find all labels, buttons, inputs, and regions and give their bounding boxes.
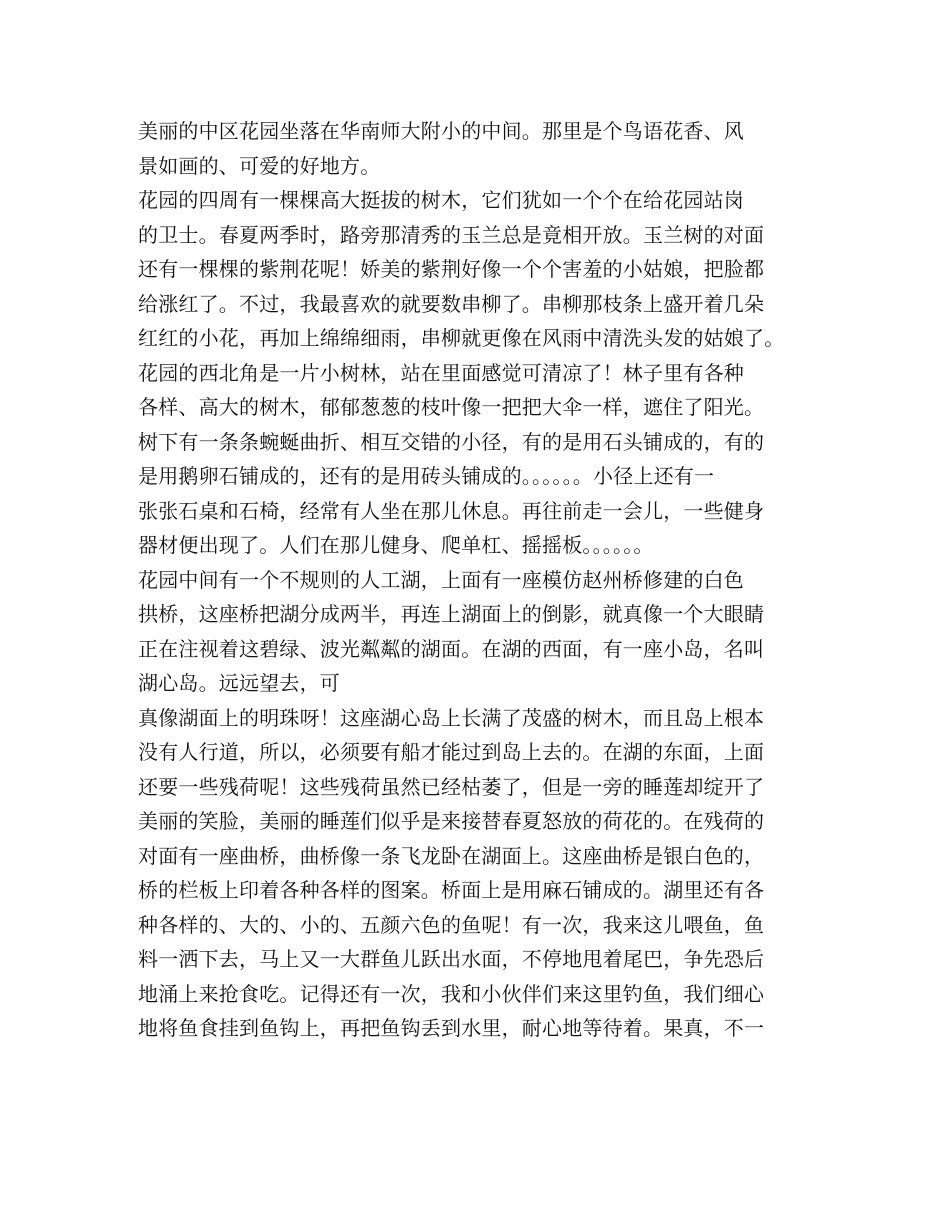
text-line: 真像湖面上的明珠呀！这座湖心岛上长满了茂盛的树木，而且岛上根本 bbox=[138, 705, 765, 730]
text-line: 地涌上来抢食吃。记得还有一次，我和小伙伴们来这里钓鱼，我们细心 bbox=[138, 981, 765, 1006]
text-line: 美丽的笑脸，美丽的睡莲们似乎是来接替春夏怒放的荷花的。在残荷的 bbox=[138, 809, 765, 833]
text-line: 是用鹅卵石铺成的，还有的是用砖头铺成的。。。。。。小径上还有一 bbox=[138, 464, 715, 488]
text-line: 花园中间有一个不规则的人工湖，上面有一座模仿赵州桥修建的白色 bbox=[138, 567, 744, 592]
text-line: 料一洒下去，马上又一大群鱼儿跃出水面，不停地甩着尾巴，争先恐后 bbox=[138, 947, 765, 971]
text-line: 景如画的、可爱的好地方。 bbox=[138, 153, 381, 178]
text-line: 种各样的、大的、小的、五颜六色的鱼呢！有一次，我来这儿喂鱼，鱼 bbox=[138, 912, 765, 937]
text-line: 各样、高大的树木，郁郁葱葱的枝叶像一把把大伞一样，遮住了阳光。 bbox=[138, 395, 765, 419]
text-line: 正在注视着这碧绿、波光粼粼的湖面。在湖的西面，有一座小岛，名叫 bbox=[138, 636, 765, 661]
text-line: 美丽的中区花园坐落在华南师大附小的中间。那里是个鸟语花香、风 bbox=[138, 119, 744, 143]
text-line: 的卫士。春夏两季时，路旁那清秀的玉兰总是竟相开放。玉兰树的对面 bbox=[138, 222, 765, 247]
text-line: 还有一棵棵的紫荆花呢！娇美的紫荆好像一个个害羞的小姑娘，把脸都 bbox=[138, 257, 765, 281]
text-line: 拱桥，这座桥把湖分成两半，再连上湖面上的倒影，就真像一个大眼睛 bbox=[138, 602, 765, 626]
text-line: 没有人行道，所以，必须要有船才能过到岛上去的。在湖的东面，上面 bbox=[138, 740, 765, 764]
text-line: 花园的四周有一棵棵高大挺拔的树木，它们犹如一个个在给花园站岗 bbox=[138, 188, 744, 212]
text-line: 器材便出现了。人们在那儿健身、爬单杠、摇摇板。。。。。。 bbox=[138, 533, 654, 557]
text-line: 红红的小花，再加上绵绵细雨，串柳就更像在风雨中清洗头发的姑娘了。 bbox=[138, 326, 785, 350]
text-line: 还要一些残荷呢！这些残荷虽然已经枯萎了，但是一旁的睡莲却绽开了 bbox=[138, 774, 765, 799]
text-line: 树下有一条条蜿蜒曲折、相互交错的小径，有的是用石头铺成的，有的 bbox=[138, 429, 765, 454]
text-line: 地将鱼食挂到鱼钩上，再把鱼钩丢到水里，耐心地等待着。果真，不一 bbox=[138, 1016, 765, 1040]
text-line: 张张石桌和石椅，经常有人坐在那儿休息。再往前走一会儿，一些健身 bbox=[138, 498, 765, 523]
essay-body bbox=[138, 114, 838, 1046]
text-line: 对面有一座曲桥，曲桥像一条飞龙卧在湖面上。这座曲桥是银白色的， bbox=[138, 843, 765, 868]
text-line: 湖心岛。远远望去，可 bbox=[138, 671, 340, 695]
text-line: 花园的西北角是一片小树林，站在里面感觉可清凉了！林子里有各种 bbox=[138, 360, 744, 385]
text-line: 桥的栏板上印着各种各样的图案。桥面上是用麻石铺成的。湖里还有各 bbox=[138, 878, 765, 902]
text-line: 给涨红了。不过，我最喜欢的就要数串柳了。串柳那枝条上盛开着几朵 bbox=[138, 291, 765, 316]
